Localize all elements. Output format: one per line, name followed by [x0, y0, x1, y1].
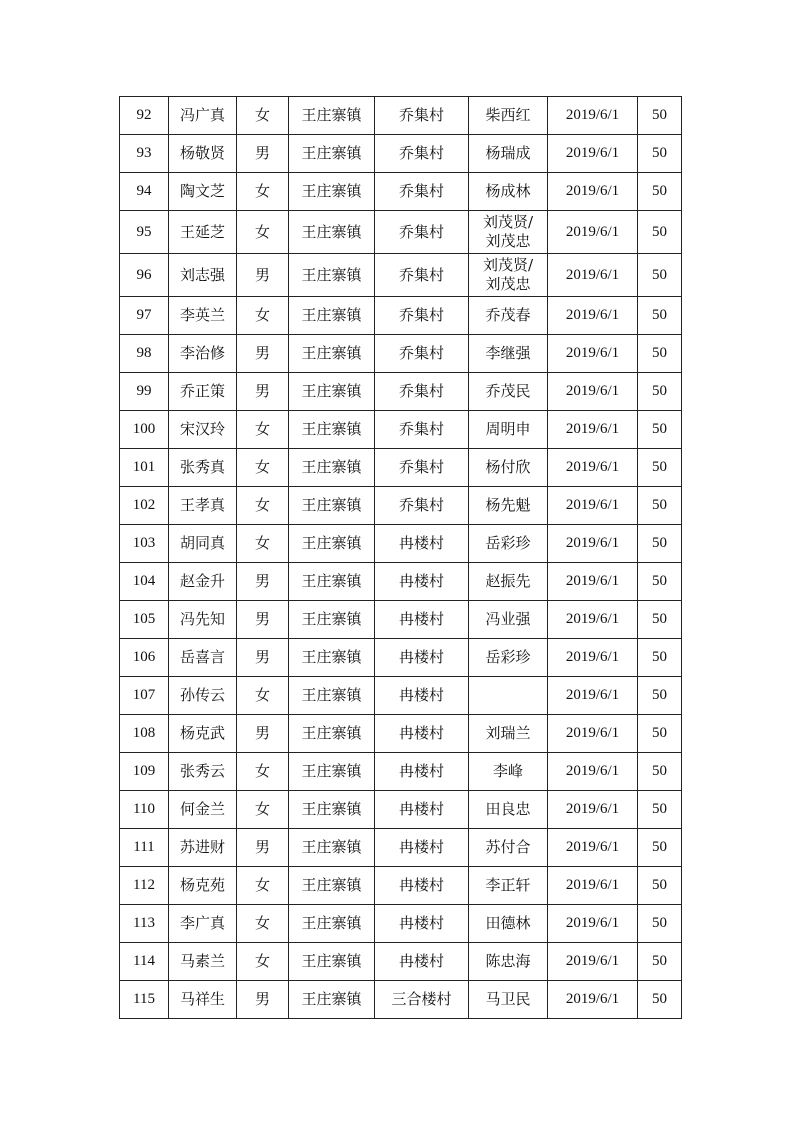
- roster-table: [119, 96, 682, 1019]
- person-name: 马素兰: [169, 943, 237, 981]
- village-name: 乔集村: [375, 135, 469, 173]
- issue-date: 2019/6/1: [548, 297, 638, 335]
- row-number: 96: [120, 254, 169, 297]
- row-number: 106: [120, 639, 169, 677]
- table-row: [120, 905, 682, 943]
- guardian-name: [469, 677, 548, 715]
- town-name: 王庄寨镇: [289, 173, 375, 211]
- village-name: 冉楼村: [375, 563, 469, 601]
- gender: 女: [237, 677, 289, 715]
- amount: 50: [638, 753, 682, 791]
- amount: 50: [638, 297, 682, 335]
- person-name: 张秀真: [169, 449, 237, 487]
- row-number: 101: [120, 449, 169, 487]
- issue-date: 2019/6/1: [548, 677, 638, 715]
- guardian-name: [469, 639, 548, 677]
- person-name: 苏进财: [169, 829, 237, 867]
- town-name: 王庄寨镇: [289, 905, 375, 943]
- village-name: 乔集村: [375, 449, 469, 487]
- person-name: 孙传云: [169, 677, 237, 715]
- guardian-name: [469, 297, 548, 335]
- row-number: 113: [120, 905, 169, 943]
- row-number: 109: [120, 753, 169, 791]
- guardian-name: [469, 943, 548, 981]
- person-name: 冯广真: [169, 97, 237, 135]
- table-row: [120, 525, 682, 563]
- table-row: [120, 135, 682, 173]
- gender: 男: [237, 254, 289, 297]
- guardian-name: [469, 525, 548, 563]
- table-row: [120, 211, 682, 254]
- guardian-name-line: 李峰: [492, 762, 523, 780]
- guardian-name: [469, 715, 548, 753]
- village-name: 乔集村: [375, 211, 469, 254]
- person-name: 岳喜言: [169, 639, 237, 677]
- person-name: 冯先知: [169, 601, 237, 639]
- town-name: 王庄寨镇: [289, 601, 375, 639]
- town-name: 王庄寨镇: [289, 981, 375, 1019]
- village-name: 冉楼村: [375, 715, 469, 753]
- guardian-name: [469, 981, 548, 1019]
- gender: 女: [237, 297, 289, 335]
- town-name: 王庄寨镇: [289, 487, 375, 525]
- person-name: 李治修: [169, 335, 237, 373]
- guardian-name-line: 赵振先: [485, 572, 531, 590]
- amount: 50: [638, 135, 682, 173]
- gender: 女: [237, 449, 289, 487]
- person-name: 宋汉玲: [169, 411, 237, 449]
- town-name: 王庄寨镇: [289, 525, 375, 563]
- row-number: 93: [120, 135, 169, 173]
- guardian-name: [469, 601, 548, 639]
- village-name: 冉楼村: [375, 829, 469, 867]
- gender: 女: [237, 905, 289, 943]
- amount: 50: [638, 943, 682, 981]
- guardian-name-line: 岳彩珍: [485, 648, 531, 666]
- amount: 50: [638, 639, 682, 677]
- person-name: 刘志强: [169, 254, 237, 297]
- table-row: [120, 487, 682, 525]
- village-name: 冉楼村: [375, 867, 469, 905]
- issue-date: 2019/6/1: [548, 254, 638, 297]
- issue-date: 2019/6/1: [548, 449, 638, 487]
- issue-date: 2019/6/1: [548, 943, 638, 981]
- town-name: 王庄寨镇: [289, 211, 375, 254]
- person-name: 李广真: [169, 905, 237, 943]
- row-number: 104: [120, 563, 169, 601]
- table-row: [120, 449, 682, 487]
- guardian-name: [469, 791, 548, 829]
- table-row: [120, 335, 682, 373]
- row-number: 112: [120, 867, 169, 905]
- gender: 男: [237, 601, 289, 639]
- village-name: 冉楼村: [375, 943, 469, 981]
- gender: 女: [237, 411, 289, 449]
- table-row: [120, 563, 682, 601]
- gender: 女: [237, 753, 289, 791]
- guardian-name-line: 刘茂贤/: [482, 256, 534, 274]
- row-number: 102: [120, 487, 169, 525]
- guardian-name-line: 乔茂民: [485, 382, 531, 400]
- guardian-name-line: 冯业强: [485, 610, 531, 628]
- amount: 50: [638, 211, 682, 254]
- person-name: 赵金升: [169, 563, 237, 601]
- gender: 女: [237, 525, 289, 563]
- gender: 女: [237, 97, 289, 135]
- table-row: [120, 411, 682, 449]
- town-name: 王庄寨镇: [289, 829, 375, 867]
- village-name: 乔集村: [375, 254, 469, 297]
- village-name: 冉楼村: [375, 677, 469, 715]
- guardian-name-line: 刘瑞兰: [485, 724, 531, 742]
- town-name: 王庄寨镇: [289, 373, 375, 411]
- person-name: 张秀云: [169, 753, 237, 791]
- issue-date: 2019/6/1: [548, 487, 638, 525]
- guardian-name-line: 田德林: [485, 914, 531, 932]
- gender: 女: [237, 791, 289, 829]
- village-name: 冉楼村: [375, 601, 469, 639]
- town-name: 王庄寨镇: [289, 753, 375, 791]
- table-row: [120, 97, 682, 135]
- guardian-name-line: 刘茂忠: [485, 232, 531, 250]
- town-name: 王庄寨镇: [289, 715, 375, 753]
- issue-date: 2019/6/1: [548, 411, 638, 449]
- row-number: 105: [120, 601, 169, 639]
- row-number: 107: [120, 677, 169, 715]
- guardian-name-line: 刘茂贤/: [482, 213, 534, 231]
- table-row: [120, 601, 682, 639]
- issue-date: 2019/6/1: [548, 335, 638, 373]
- town-name: 王庄寨镇: [289, 411, 375, 449]
- guardian-name-line: 杨先魁: [485, 496, 531, 514]
- gender: 女: [237, 867, 289, 905]
- village-name: 冉楼村: [375, 905, 469, 943]
- person-name: 乔正策: [169, 373, 237, 411]
- guardian-name: [469, 135, 548, 173]
- amount: 50: [638, 335, 682, 373]
- row-number: 95: [120, 211, 169, 254]
- table-row: [120, 715, 682, 753]
- guardian-name-line: 陈忠海: [485, 952, 531, 970]
- row-number: 111: [120, 829, 169, 867]
- village-name: 乔集村: [375, 297, 469, 335]
- row-number: 110: [120, 791, 169, 829]
- amount: 50: [638, 905, 682, 943]
- person-name: 陶文芝: [169, 173, 237, 211]
- amount: 50: [638, 97, 682, 135]
- guardian-name-line: 苏付合: [485, 838, 531, 856]
- amount: 50: [638, 715, 682, 753]
- guardian-name: [469, 829, 548, 867]
- row-number: 115: [120, 981, 169, 1019]
- table-row: [120, 173, 682, 211]
- table-row: [120, 254, 682, 297]
- gender: 女: [237, 173, 289, 211]
- town-name: 王庄寨镇: [289, 97, 375, 135]
- guardian-name: [469, 411, 548, 449]
- town-name: 王庄寨镇: [289, 867, 375, 905]
- guardian-name: [469, 753, 548, 791]
- gender: 女: [237, 211, 289, 254]
- amount: 50: [638, 525, 682, 563]
- town-name: 王庄寨镇: [289, 335, 375, 373]
- village-name: 冉楼村: [375, 525, 469, 563]
- person-name: 王延芝: [169, 211, 237, 254]
- person-name: 王孝真: [169, 487, 237, 525]
- issue-date: 2019/6/1: [548, 135, 638, 173]
- gender: 男: [237, 639, 289, 677]
- town-name: 王庄寨镇: [289, 677, 375, 715]
- amount: 50: [638, 449, 682, 487]
- amount: 50: [638, 373, 682, 411]
- village-name: 乔集村: [375, 335, 469, 373]
- subsidy-roster-sheet: [119, 96, 681, 1019]
- guardian-name-line: 岳彩珍: [485, 534, 531, 552]
- guardian-name-line: 马卫民: [485, 990, 531, 1008]
- row-number: 97: [120, 297, 169, 335]
- guardian-name: [469, 563, 548, 601]
- guardian-name: [469, 867, 548, 905]
- village-name: 乔集村: [375, 373, 469, 411]
- table-row: [120, 639, 682, 677]
- village-name: 冉楼村: [375, 791, 469, 829]
- issue-date: 2019/6/1: [548, 525, 638, 563]
- guardian-name-line: 杨瑞成: [485, 144, 531, 162]
- guardian-name-line: 刘茂忠: [485, 275, 531, 293]
- issue-date: 2019/6/1: [548, 753, 638, 791]
- guardian-name-line: 柴西红: [485, 106, 531, 124]
- guardian-name: [469, 211, 548, 254]
- issue-date: 2019/6/1: [548, 867, 638, 905]
- guardian-name: [469, 487, 548, 525]
- row-number: 98: [120, 335, 169, 373]
- village-name: 乔集村: [375, 411, 469, 449]
- table-row: [120, 297, 682, 335]
- gender: 男: [237, 829, 289, 867]
- guardian-name-line: 乔茂春: [485, 306, 531, 324]
- row-number: 103: [120, 525, 169, 563]
- amount: 50: [638, 601, 682, 639]
- issue-date: 2019/6/1: [548, 373, 638, 411]
- issue-date: 2019/6/1: [548, 791, 638, 829]
- guardian-name-line: 杨付欣: [485, 458, 531, 476]
- guardian-name-line: 田良忠: [485, 800, 531, 818]
- amount: 50: [638, 677, 682, 715]
- gender: 男: [237, 135, 289, 173]
- person-name: 何金兰: [169, 791, 237, 829]
- amount: 50: [638, 791, 682, 829]
- issue-date: 2019/6/1: [548, 173, 638, 211]
- village-name: 冉楼村: [375, 639, 469, 677]
- guardian-name-line: 李继强: [485, 344, 531, 362]
- village-name: 冉楼村: [375, 753, 469, 791]
- row-number: 92: [120, 97, 169, 135]
- guardian-name: [469, 373, 548, 411]
- issue-date: 2019/6/1: [548, 601, 638, 639]
- amount: 50: [638, 173, 682, 211]
- table-row: [120, 791, 682, 829]
- amount: 50: [638, 254, 682, 297]
- row-number: 100: [120, 411, 169, 449]
- gender: 女: [237, 487, 289, 525]
- town-name: 王庄寨镇: [289, 449, 375, 487]
- village-name: 乔集村: [375, 97, 469, 135]
- town-name: 王庄寨镇: [289, 254, 375, 297]
- gender: 男: [237, 335, 289, 373]
- row-number: 94: [120, 173, 169, 211]
- guardian-name: [469, 254, 548, 297]
- amount: 50: [638, 487, 682, 525]
- guardian-name-line: 杨成林: [485, 182, 531, 200]
- gender: 女: [237, 943, 289, 981]
- gender: 男: [237, 563, 289, 601]
- person-name: 李英兰: [169, 297, 237, 335]
- village-name: 乔集村: [375, 487, 469, 525]
- table-row: [120, 373, 682, 411]
- gender: 男: [237, 373, 289, 411]
- amount: 50: [638, 981, 682, 1019]
- table-row: [120, 867, 682, 905]
- town-name: 王庄寨镇: [289, 297, 375, 335]
- guardian-name: [469, 449, 548, 487]
- amount: 50: [638, 411, 682, 449]
- table-row: [120, 753, 682, 791]
- town-name: 王庄寨镇: [289, 943, 375, 981]
- guardian-name: [469, 173, 548, 211]
- town-name: 王庄寨镇: [289, 639, 375, 677]
- issue-date: 2019/6/1: [548, 981, 638, 1019]
- village-name: 乔集村: [375, 173, 469, 211]
- gender: 男: [237, 981, 289, 1019]
- guardian-name: [469, 335, 548, 373]
- roster-body: [120, 97, 682, 1019]
- amount: 50: [638, 867, 682, 905]
- issue-date: 2019/6/1: [548, 715, 638, 753]
- row-number: 114: [120, 943, 169, 981]
- issue-date: 2019/6/1: [548, 563, 638, 601]
- guardian-name-line: 周明申: [485, 420, 531, 438]
- issue-date: 2019/6/1: [548, 211, 638, 254]
- row-number: 108: [120, 715, 169, 753]
- person-name: 杨克苑: [169, 867, 237, 905]
- town-name: 王庄寨镇: [289, 791, 375, 829]
- town-name: 王庄寨镇: [289, 563, 375, 601]
- person-name: 杨克武: [169, 715, 237, 753]
- town-name: 王庄寨镇: [289, 135, 375, 173]
- person-name: 胡同真: [169, 525, 237, 563]
- table-row: [120, 829, 682, 867]
- row-number: 99: [120, 373, 169, 411]
- village-name: 三合楼村: [375, 981, 469, 1019]
- guardian-name: [469, 905, 548, 943]
- gender: 男: [237, 715, 289, 753]
- table-row: [120, 981, 682, 1019]
- person-name: 马祥生: [169, 981, 237, 1019]
- person-name: 杨敬贤: [169, 135, 237, 173]
- table-row: [120, 677, 682, 715]
- table-row: [120, 943, 682, 981]
- issue-date: 2019/6/1: [548, 639, 638, 677]
- amount: 50: [638, 829, 682, 867]
- issue-date: 2019/6/1: [548, 97, 638, 135]
- guardian-name: [469, 97, 548, 135]
- issue-date: 2019/6/1: [548, 905, 638, 943]
- amount: 50: [638, 563, 682, 601]
- issue-date: 2019/6/1: [548, 829, 638, 867]
- guardian-name-line: 李正轩: [485, 876, 531, 894]
